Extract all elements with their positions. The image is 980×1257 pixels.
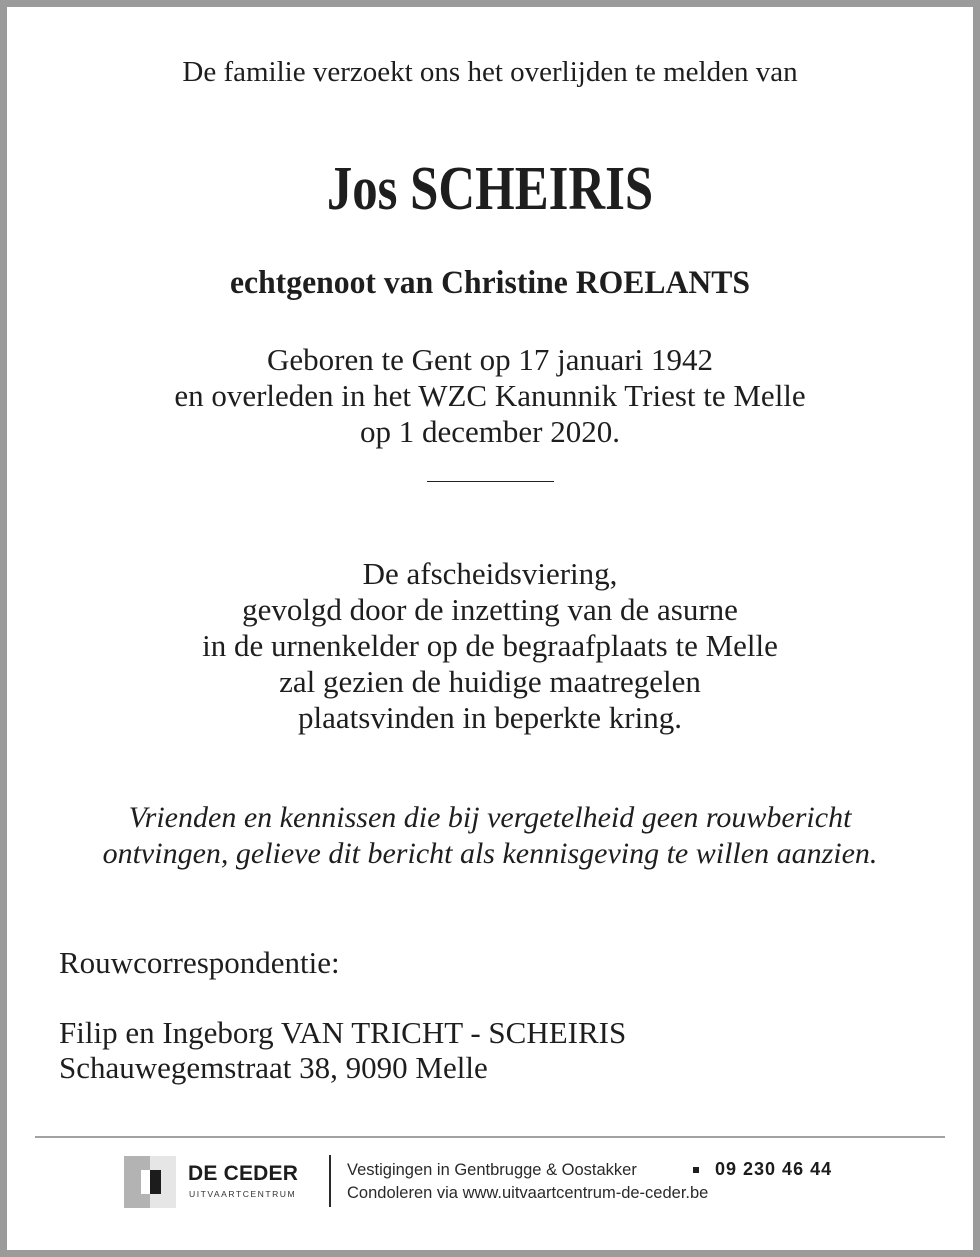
correspondence-address: Schauwegemstraat 38, 9090 Melle [59,1050,488,1085]
ceremony-line: in de urnenkelder op de begraafplaats te Melle [202,628,778,663]
correspondence-name: Filip en Ingeborg VAN TRICHT - SCHEIRIS [59,1015,627,1050]
brand-subtitle: UITVAARTCENTRUM [189,1189,297,1199]
deceased-name: Jos SCHEIRIS [326,155,654,223]
ceremony-line: zal gezien de huidige maatregelen [279,664,701,699]
dates-line: en overleden in het WZC Kanunnik Triest te Melle [174,378,806,413]
correspondence-label: Rouwcorrespondentie: [59,945,340,980]
notice-line: Vrienden en kennissen die bij vergetelheid geen rouwbericht [128,801,852,834]
footer-separator [329,1155,331,1207]
ceremony-block [0,556,980,736]
ceremony-line: gevolgd door de inzetting van de asurne [242,592,738,627]
ceremony-line: De afscheidsviering, [362,556,618,591]
condolence-text: Condoleren via www.uitvaartcentrum-de-ceder.be [347,1184,709,1202]
intro-text: De familie verzoekt ons het overlijden te melden van [182,56,798,88]
dates-line: Geboren te Gent op 17 januari 1942 [267,342,713,377]
brand-name: DE CEDER [188,1162,299,1185]
de-ceder-logo [124,1156,314,1208]
spouse-line: echtgenoot van Christine ROELANTS [229,265,751,301]
de-ceder-logo-icon [124,1156,176,1208]
locations-text: Vestigingen in Gentbrugge & Oostakker [347,1161,637,1179]
ceremony-line: plaatsvinden in beperkte kring. [298,700,682,735]
footer-divider [35,1136,945,1138]
notice-line: ontvingen, gelieve dit bericht als kennisgeving te willen aanzien. [102,837,878,870]
section-divider [427,481,554,482]
bullet-icon [693,1167,699,1173]
dates-line: op 1 december 2020. [360,414,620,449]
phone-number: 09 230 46 44 [715,1159,833,1179]
dates-block [0,342,980,450]
notice-block [0,800,980,872]
